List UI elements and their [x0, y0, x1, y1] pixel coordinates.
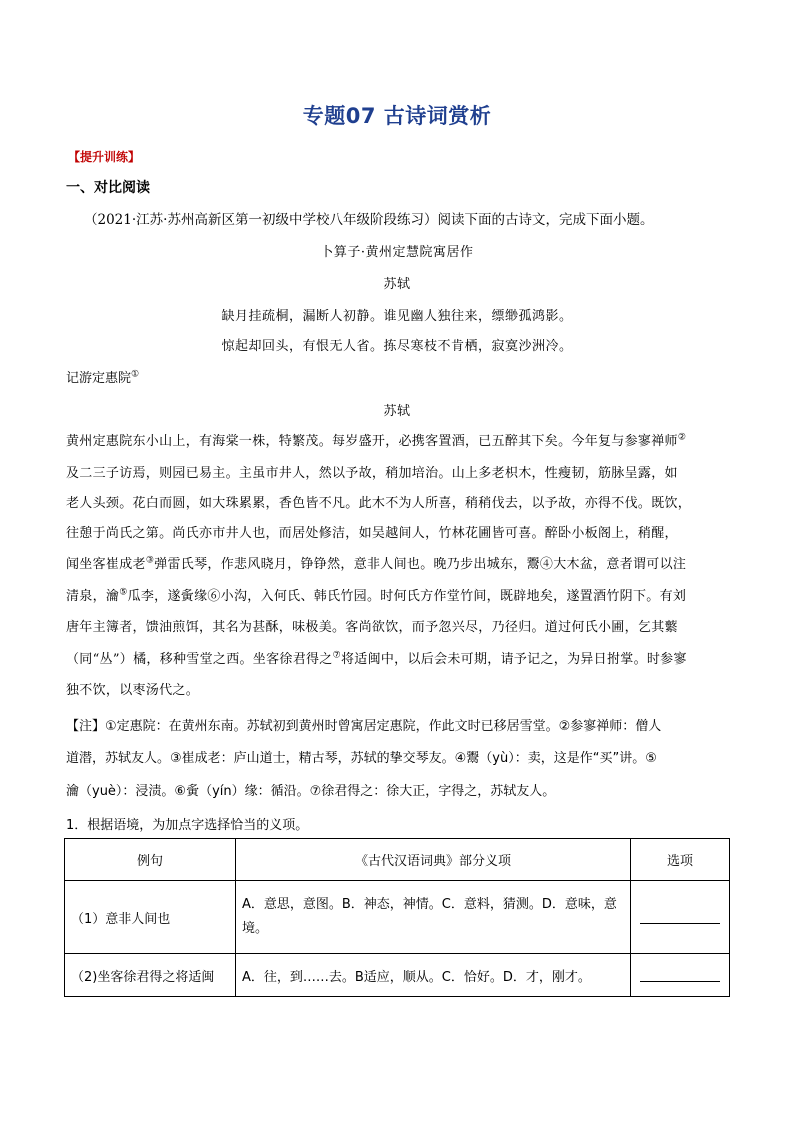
answer-blank[interactable] — [640, 907, 720, 924]
poem-author: 苏轼 — [383, 277, 411, 292]
section-heading: 一、对比阅读 — [66, 180, 150, 196]
table-header-row — [65, 839, 730, 881]
example-cell: （2)坐客徐君得之将适闽 — [65, 954, 236, 997]
prose-line: 清泉，瀹⑤瓜李，遂夤缘⑥小沟，入何氏、韩氏竹园。时何氏方作堂竹间，既辟地矣，遂置酒竹阴下。有刘 — [66, 587, 687, 604]
answer-blank[interactable] — [640, 965, 720, 982]
table-row — [65, 881, 730, 954]
prose-line: 唐年主簿者，馈油煎饵，其名为甚酥，味极美。客尚欲饮，而予忽兴尽，乃径归。道过何氏小圃，乞其蘩 — [66, 620, 678, 635]
note-line: 道潜，苏轼友人。③崔成老：庐山道士，精古琴，苏轼的挚交琴友。④鬻（yù）：卖，这是作“买”讲。⑤ — [66, 751, 657, 766]
header-definition: 《古代汉语词典》部分义项 — [236, 839, 631, 881]
prose-line: 独不饮，以枣汤代之。 — [66, 683, 200, 698]
prose-line: 及二三子访焉，则园已易主。主虽市井人，然以予故，稍加培治。山上多老枳木，性瘦韧，筋脉呈露，如 — [66, 466, 678, 481]
header-option: 选项 — [631, 839, 730, 881]
definition-cell: A．往，到……去。B适应，顺从。C．恰好。D．才，刚才。 — [236, 954, 631, 997]
prose-line: 黄州定惠院东小山上，有海棠一株，特繁茂。每岁盛开，必携客置酒，已五醉其下矣。今年复与参寥禅师② — [66, 432, 687, 449]
definition-cell: A．意思，意图。B．神态，神情。C．意料，猜测。D．意味，意境。 — [236, 881, 631, 954]
prose-title: 记游定惠院① — [66, 369, 140, 386]
prose-line: 往憩于尚氏之第。尚氏亦市井人也，而居处修洁，如吴越间人，竹林花圃皆可喜。醉卧小板阁上，稍醒， — [66, 526, 678, 541]
answer-cell — [631, 954, 730, 997]
answer-cell — [631, 881, 730, 954]
prose-line: （同“丛”）橘，移种雪堂之西。坐客徐君得之⑦将适闽中，以后会未可期，请予记之，为异日拊掌。时参寥 — [66, 650, 687, 667]
poem-line: 缺月挂疏桐，漏断人初静。谁见幽人独往来，缥缈孤鸿影。 — [221, 309, 573, 324]
prose-line: 闻坐客崔成老③弹雷氏琴，作悲风晓月，铮铮然，意非人间也。晚乃步出城东，鬻④大木盆，意者谓可以注 — [66, 555, 687, 572]
note-line: 【注】①定惠院：在黄州东南。苏轼初到黄州时曾寓居定惠院，作此文时已移居雪堂。②参寥禅师：僧人 — [66, 719, 662, 734]
header-example: 例句 — [65, 839, 236, 881]
prose-author: 苏轼 — [383, 404, 411, 419]
training-tag: 【提升训练】 — [68, 150, 141, 164]
definition-table — [64, 838, 730, 997]
table-row — [65, 954, 730, 997]
note-line: 瀹（yuè）：浸渍。⑥夤（yín）缘：循沿。⑦徐君得之：徐大正，字得之，苏轼友人。 — [66, 784, 556, 799]
example-cell: （1）意非人间也 — [65, 881, 236, 954]
poem-title: 卜算子·黄州定慧院寓居作 — [320, 245, 474, 260]
poem-line: 惊起却回头，有恨无人省。拣尽寒枝不肯栖，寂寞沙洲冷。 — [221, 339, 573, 354]
intro-text: （2021·江苏·苏州高新区第一初级中学校八年级阶段练习）阅读下面的古诗文，完成下面小题。 — [84, 212, 654, 228]
question-text: 1．根据语境，为加点字选择恰当的义项。 — [66, 818, 309, 833]
page-title: 专题07 古诗词赏析 — [302, 104, 492, 128]
prose-line: 老人头颈。花白而圆，如大珠累累，香色皆不凡。此木不为人所喜，稍稍伐去，以予故，亦得不伐。既饮， — [66, 496, 692, 511]
